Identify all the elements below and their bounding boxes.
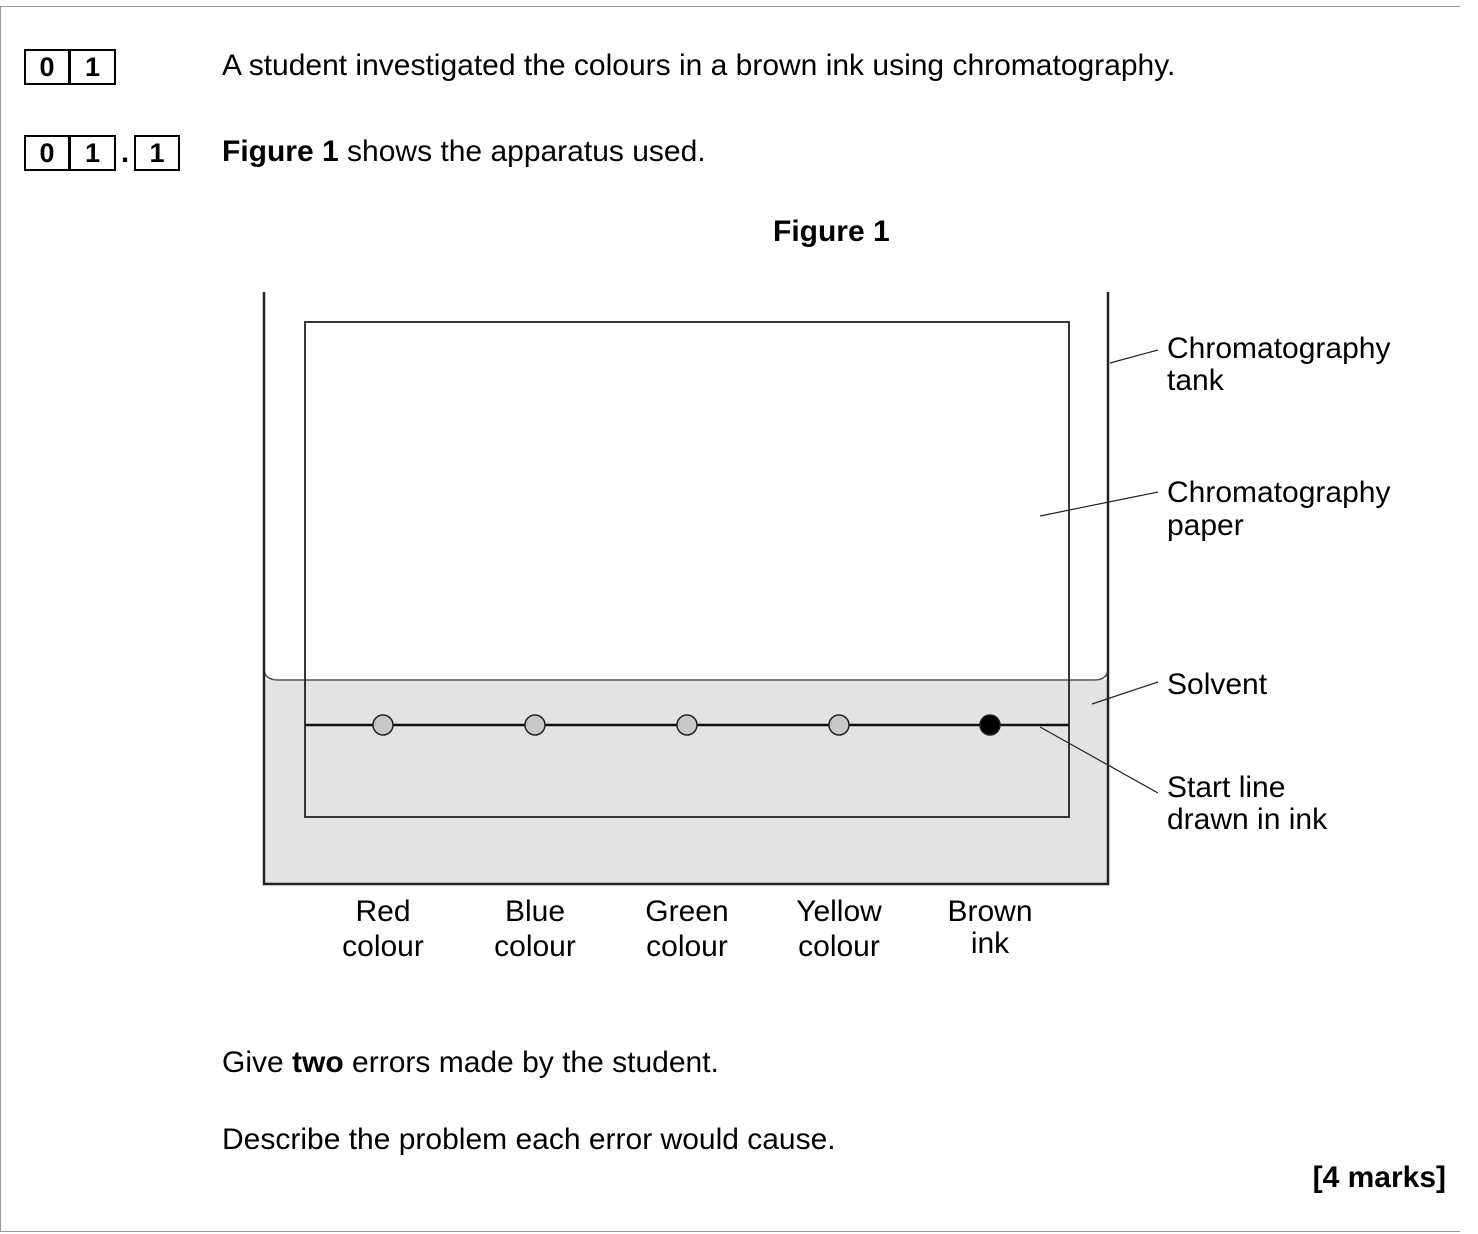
spot-label-yellow-line1: Yellow [796, 895, 882, 928]
give-instruction [222, 1046, 719, 1080]
give-pre: Give [222, 1046, 293, 1079]
solvent [264, 680, 1108, 884]
spot-label-red-line2: colour [342, 930, 424, 963]
solvent-surface [264, 668, 1108, 680]
tank-leader-line [1110, 350, 1158, 363]
sample-spot-yellow [829, 715, 849, 735]
sample-spot-blue [525, 715, 545, 735]
solvent-label: Solvent [1167, 668, 1268, 701]
describe-instruction: Describe the problem each error would cause. [222, 1123, 836, 1156]
paper-label-line1: Chromatography [1167, 476, 1391, 509]
figure-ref: Figure 1 [222, 135, 339, 168]
start-line-label-line1: Start line [1167, 771, 1286, 804]
part-separator: . [120, 136, 130, 169]
spot-label-brown-line1: Brown [947, 895, 1033, 928]
sample-spot-red [373, 715, 393, 735]
tank-label-line2: tank [1167, 364, 1224, 397]
question-digit: 0 [24, 49, 70, 85]
spot-label-brown-line2: ink [970, 927, 1010, 960]
spot-label-red-line1: Red [355, 895, 411, 928]
part-digit: 1 [70, 135, 116, 171]
tank-label-line1: Chromatography [1167, 332, 1391, 365]
spot-label-blue-line1: Blue [504, 895, 566, 928]
spot-label-green-line2: colour [646, 930, 728, 963]
figure-title: Figure 1 [773, 215, 890, 248]
question-intro: A student investigated the colours in a brown ink using chromatography. [222, 49, 1176, 82]
sample-spot-brown [980, 715, 1000, 735]
sample-spot-green [677, 715, 697, 735]
question-digit: 1 [70, 49, 116, 85]
start-line-label-line2: drawn in ink [1167, 803, 1328, 836]
give-bold: two [292, 1046, 344, 1079]
spot-label-blue-line2: colour [494, 930, 576, 963]
paper-label-line2: paper [1167, 509, 1244, 542]
marks: [4 marks] [1312, 1161, 1446, 1194]
part-digit: 1 [134, 135, 180, 171]
give-post: errors made by the student. [343, 1046, 719, 1079]
part-digit: 0 [24, 135, 70, 171]
part-intro-rest: shows the apparatus used. [338, 135, 706, 168]
paper-leader-line [1040, 492, 1158, 516]
spot-label-yellow-line2: colour [798, 930, 880, 963]
spot-label-green-line1: Green [645, 895, 729, 928]
